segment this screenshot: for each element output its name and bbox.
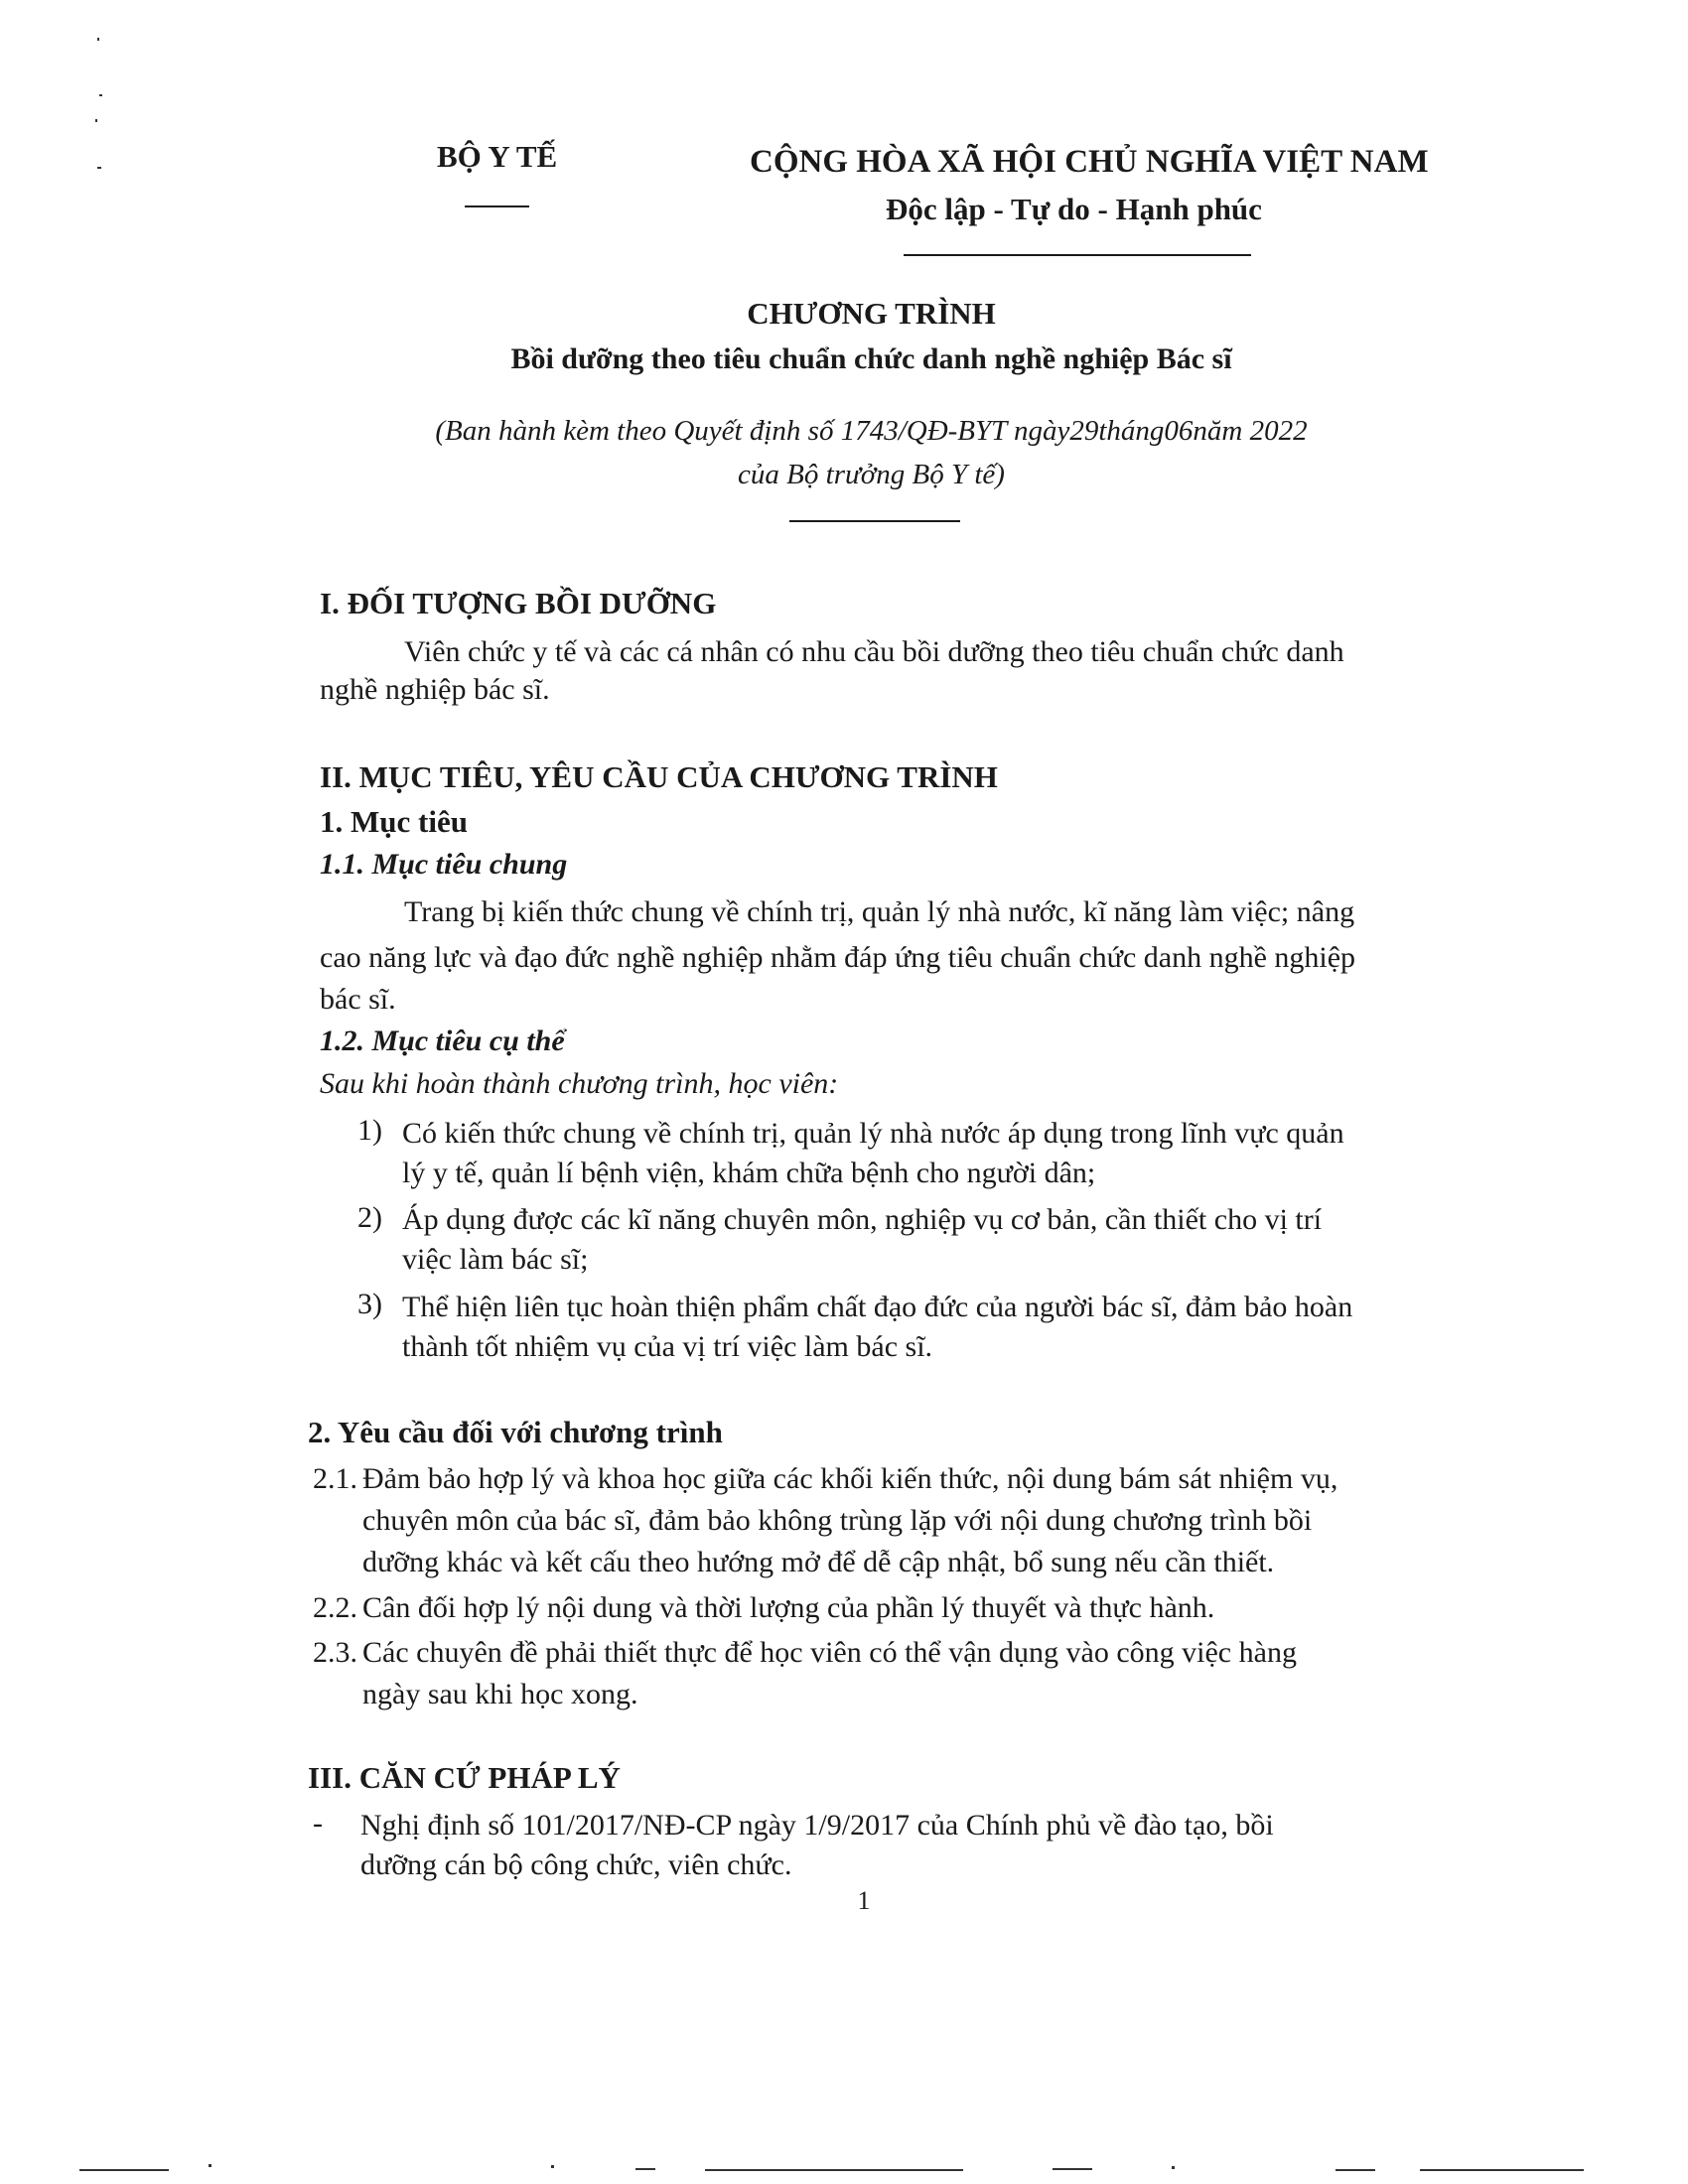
scan-edge-mark bbox=[1336, 2169, 1375, 2171]
scan-mark bbox=[99, 94, 102, 96]
list-number: 2.1. bbox=[313, 1462, 357, 1495]
paragraph-line: cao năng lực và đạo đức nghề nghiệp nhằm đáp ứng tiêu chuẩn chức danh nghề nghiệp bbox=[320, 941, 1356, 974]
title-underline bbox=[789, 520, 960, 522]
page-number: 1 bbox=[857, 1886, 871, 1915]
intro-line: Sau khi hoàn thành chương trình, học viên: bbox=[320, 1067, 839, 1100]
list-item-line: dưỡng cán bộ công chức, viên chức. bbox=[360, 1848, 792, 1881]
document-subtitle: Bồi dưỡng theo tiêu chuẩn chức danh nghề nghiệp Bác sĩ bbox=[510, 342, 1232, 375]
list-item-line: chuyên môn của bác sĩ, đảm bảo không trùng lặp với nội dung chương trình bồi bbox=[362, 1504, 1313, 1537]
decree-reference-line1: (Ban hành kèm theo Quyết định số 1743/QĐ-BYT ngày29tháng06năm 2022 bbox=[435, 415, 1308, 447]
list-item-line: thành tốt nhiệm vụ của vị trí việc làm bác sĩ. bbox=[402, 1330, 933, 1363]
national-motto: Độc lập - Tự do - Hạnh phúc bbox=[886, 192, 1262, 226]
scan-edge-mark bbox=[209, 2164, 211, 2167]
scan-mark bbox=[97, 38, 99, 41]
ministry-underline bbox=[465, 205, 529, 207]
list-item-line: Đảm bảo hợp lý và khoa học giữa các khối kiến thức, nội dung bám sát nhiệm vụ, bbox=[362, 1462, 1338, 1495]
document-title: CHƯƠNG TRÌNH bbox=[747, 296, 996, 331]
section-heading: II. MỤC TIÊU, YÊU CẦU CỦA CHƯƠNG TRÌNH bbox=[320, 759, 998, 794]
subsection-heading: 1.1. Mục tiêu chung bbox=[320, 848, 568, 881]
list-item-line: việc làm bác sĩ; bbox=[402, 1243, 589, 1276]
paragraph-line: Viên chức y tế và các cá nhân có nhu cầu bồi dưỡng theo tiêu chuẩn chức danh bbox=[404, 635, 1344, 668]
subsection-heading: 2. Yêu cầu đối với chương trình bbox=[308, 1415, 723, 1449]
decree-reference-line2: của Bộ trưởng Bộ Y tế) bbox=[738, 459, 1005, 490]
scan-edge-mark bbox=[1420, 2169, 1584, 2171]
scan-edge-mark bbox=[551, 2165, 554, 2168]
list-number: 3) bbox=[357, 1288, 382, 1320]
republic-name: CỘNG HÒA XÃ HỘI CHỦ NGHĨA VIỆT NAM bbox=[750, 144, 1429, 180]
paragraph-line: Trang bị kiến thức chung về chính trị, quản lý nhà nước, kĩ năng làm việc; nâng bbox=[404, 895, 1355, 928]
list-item-line: Nghị định số 101/2017/NĐ-CP ngày 1/9/2017 của Chính phủ về đào tạo, bồi bbox=[360, 1809, 1274, 1842]
list-item-line: dưỡng khác và kết cấu theo hướng mở để dễ cập nhật, bổ sung nếu cần thiết. bbox=[362, 1546, 1275, 1578]
scan-edge-mark bbox=[1053, 2168, 1092, 2170]
subsection-heading: 1. Mục tiêu bbox=[320, 804, 468, 839]
paragraph-line: nghề nghiệp bác sĩ. bbox=[320, 673, 550, 706]
list-item-line: lý y tế, quản lí bệnh viện, khám chữa bệnh cho người dân; bbox=[402, 1157, 1096, 1189]
list-number: 2) bbox=[357, 1201, 382, 1234]
section-heading: III. CĂN CỨ PHÁP LÝ bbox=[308, 1760, 621, 1795]
list-item-line: Cân đối hợp lý nội dung và thời lượng của phần lý thuyết và thực hành. bbox=[362, 1591, 1215, 1624]
list-item-line: Có kiến thức chung về chính trị, quản lý nhà nước áp dụng trong lĩnh vực quản bbox=[402, 1117, 1344, 1150]
scan-edge-mark bbox=[635, 2168, 655, 2170]
scan-mark bbox=[97, 167, 101, 169]
bullet-dash: - bbox=[313, 1807, 323, 1840]
scan-mark bbox=[95, 119, 97, 122]
list-number: 2.3. bbox=[313, 1636, 357, 1669]
paragraph-line: bác sĩ. bbox=[320, 983, 396, 1016]
motto-underline bbox=[904, 254, 1251, 256]
ministry-name: BỘ Y TẾ bbox=[437, 139, 558, 174]
list-item-line: Thể hiện liên tục hoàn thiện phẩm chất đạo đức của người bác sĩ, đảm bảo hoàn bbox=[402, 1291, 1353, 1323]
list-number: 2.2. bbox=[313, 1591, 357, 1624]
list-item-line: ngày sau khi học xong. bbox=[362, 1678, 638, 1710]
scan-edge-mark bbox=[1172, 2166, 1175, 2169]
scan-edge-mark bbox=[79, 2169, 169, 2171]
list-item-line: Các chuyên đề phải thiết thực để học viên có thể vận dụng vào công việc hàng bbox=[362, 1636, 1297, 1669]
section-heading: I. ĐỐI TƯỢNG BỒI DƯỠNG bbox=[320, 586, 717, 620]
list-item-line: Áp dụng được các kĩ năng chuyên môn, nghiệp vụ cơ bản, cần thiết cho vị trí bbox=[402, 1203, 1323, 1236]
list-number: 1) bbox=[357, 1114, 382, 1147]
scan-edge-mark bbox=[705, 2169, 963, 2171]
subsection-heading: 1.2. Mục tiêu cụ thể bbox=[320, 1024, 565, 1057]
